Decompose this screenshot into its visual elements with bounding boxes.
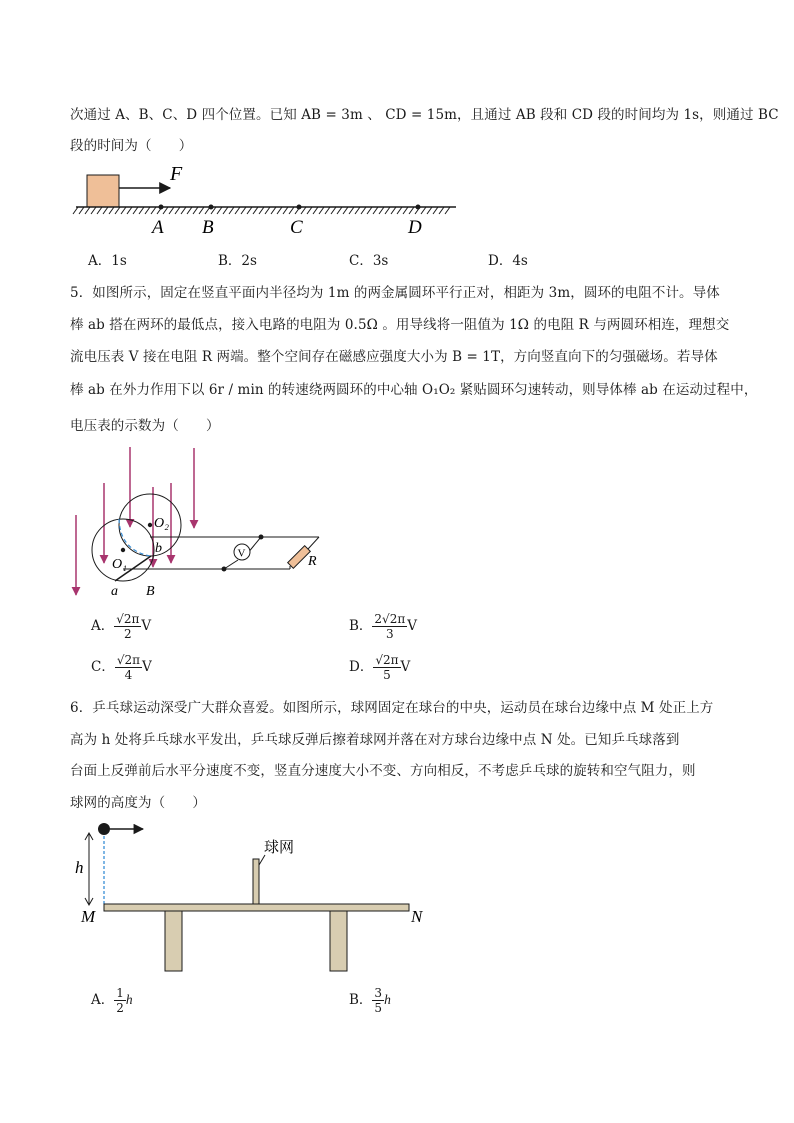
q6-text-line-4: 球网的高度为（ ） xyxy=(70,795,206,811)
q5-option-a: A． $\frac{√2\pi}{2}$ V xyxy=(91,612,152,641)
q5-text-line-4: 棒 ab 在外力作用下以 6r / min 的转速绕两圆环的中心轴 O₁O₂ 紧贴圆环匀速转动，则导体棒 ab 在运动过程中， xyxy=(70,382,758,398)
q6-text-line-2: 高为 h 处将乒乓球水平发出，乒乓球反弹后擦着球网并落在对方球台边缘中点 N 处。已知乒乓球落到 xyxy=(70,732,680,748)
q6-text-line-3: 台面上反弹前后水平分速度不变，竖直分速度大小不变、方向相反，不考虑乒乓球的旋转和空气阻力，则 xyxy=(70,763,696,779)
q5-option-d: D． $\frac{√2\pi}{5}$ V xyxy=(349,653,411,682)
force-label: F xyxy=(170,163,183,185)
q6-figure xyxy=(0,818,794,978)
label-o2: O₂ xyxy=(154,516,169,531)
q4-option-d: D．4s xyxy=(488,253,528,269)
q4-text-line-2: 段的时间为（ ） xyxy=(70,138,193,154)
label-d: D xyxy=(408,217,422,238)
label-c: C xyxy=(290,217,303,238)
net-label: 球网 xyxy=(264,838,295,856)
table-top xyxy=(104,904,409,911)
q4-option-c: C．3s xyxy=(349,253,389,269)
q5-figure xyxy=(0,445,794,605)
label-a-rod: a xyxy=(111,584,118,599)
point-a xyxy=(159,205,164,210)
q5-option-c: C． $\frac{√2\pi}{4}$ V xyxy=(91,653,152,682)
label-o1: O₁ xyxy=(112,557,127,572)
label-r: R xyxy=(308,554,317,569)
resistor xyxy=(288,546,311,569)
q4-option-b: B．2s xyxy=(218,253,257,269)
q6-text-line-1: 6．乒乓球运动深受广大群众喜爱。如图所示，球网固定在球台的中央，运动员在球台边缘中点 M 处正上方 xyxy=(70,700,714,716)
table-leg-right xyxy=(330,911,347,971)
center-o1 xyxy=(121,548,125,552)
label-n: N xyxy=(411,907,423,926)
q5-text-line-2: 棒 ab 搭在两环的最低点，接入电路的电阻为 0.5Ω 。用导线将一阻值为 1Ω 的电阻 R 与两圆环相连，理想交 xyxy=(70,317,730,333)
voltmeter-label: V xyxy=(237,547,246,560)
label-b-rod: b xyxy=(155,541,162,556)
q4-option-a: A．1s xyxy=(88,253,127,269)
point-d xyxy=(416,205,421,210)
q4-text-line-1: 次通过 A、B、C、D 四个位置。已知 AB = 3m 、 CD = 15m，且通过 AB 段和 CD 段的时间均为 1s，则通过 BC xyxy=(70,107,779,123)
center-o2 xyxy=(148,523,152,527)
q6-option-a: A． $\frac{1}{2}$ h xyxy=(91,986,133,1015)
net xyxy=(253,859,259,904)
label-m: M xyxy=(81,907,96,926)
point-c xyxy=(297,205,302,210)
q5-text-line-3: 流电压表 V 接在电阻 R 两端。整个空间存在磁感应强度大小为 B = 1T，方向竖直向下的匀强磁场。若导体 xyxy=(70,349,718,365)
label-b: B xyxy=(202,217,214,238)
ground-hatch xyxy=(73,207,450,214)
q5-text-line-5: 电压表的示数为（ ） xyxy=(70,418,220,434)
q5-text-line-1: 5．如图所示，固定在竖直平面内半径均为 1m 的两金属圆环平行正对，相距为 3m，圆环的电阻不计。导体 xyxy=(70,285,720,301)
label-h: h xyxy=(75,858,84,877)
ping-pong-ball xyxy=(98,823,110,835)
q5-option-b: B． $\frac{2√2\pi}{3}$ V xyxy=(349,612,417,641)
q6-option-b: B． $\frac{3}{5}$ h xyxy=(349,986,391,1015)
label-a: A xyxy=(152,217,164,238)
table-leg-left xyxy=(165,911,182,971)
block xyxy=(87,175,119,207)
label-field-b: B xyxy=(146,584,155,599)
q4-figure xyxy=(0,165,794,245)
point-b xyxy=(209,205,214,210)
